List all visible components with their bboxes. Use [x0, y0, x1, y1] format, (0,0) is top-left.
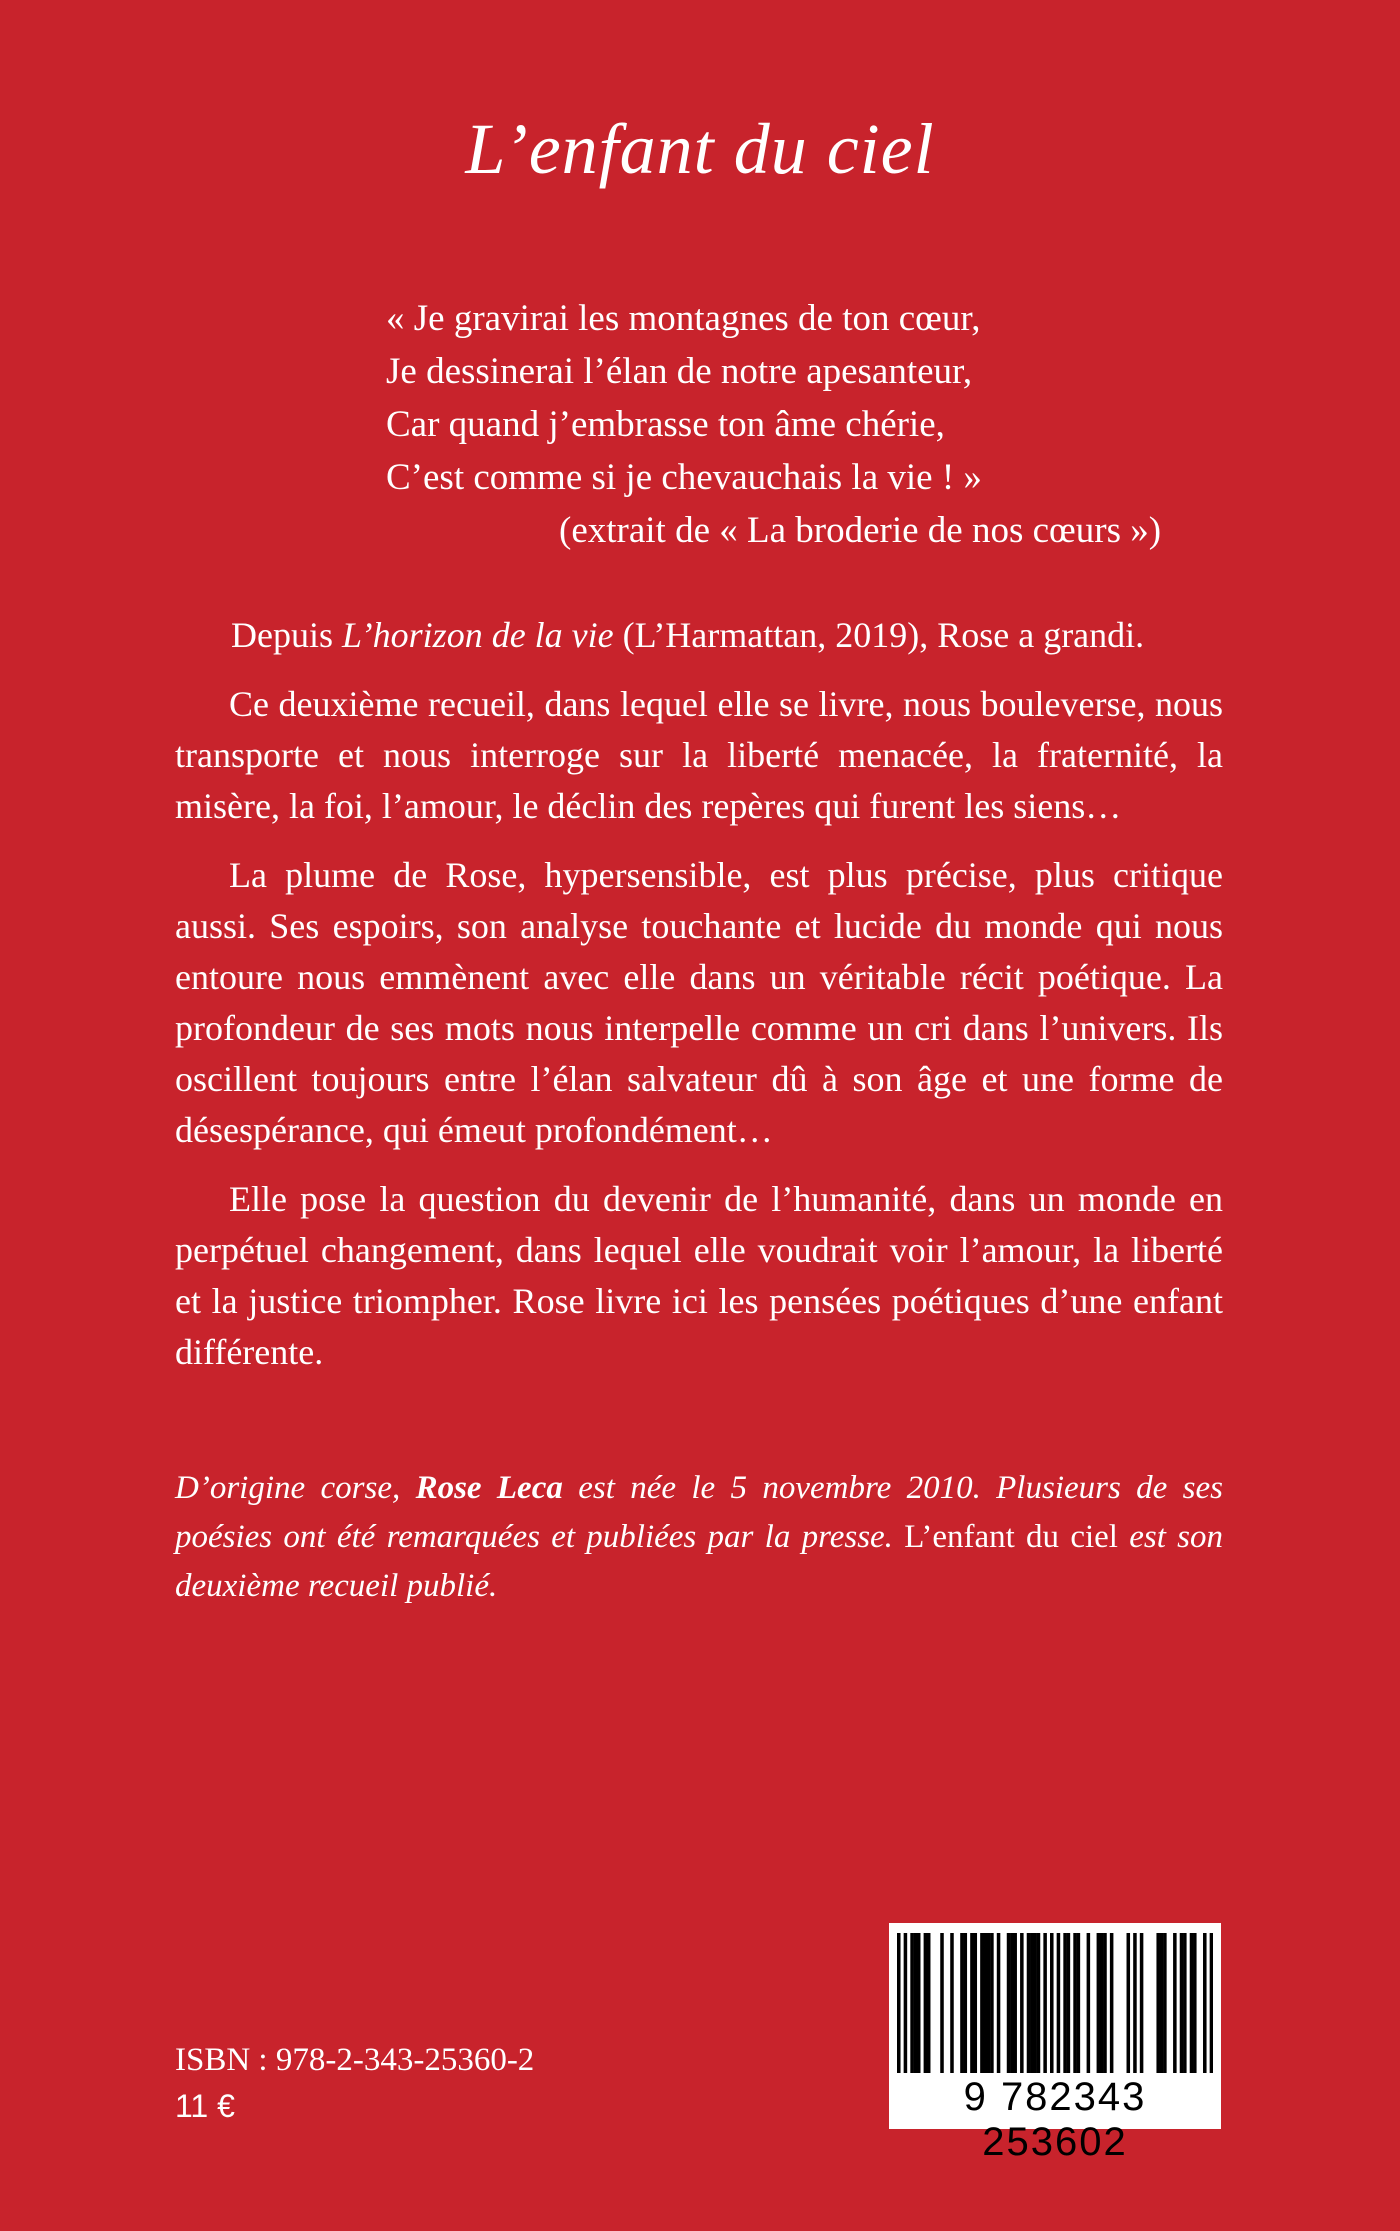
price: 11 €: [175, 2088, 235, 2124]
barcode-bar: [917, 1933, 921, 2073]
blurb-text: Depuis: [231, 615, 342, 655]
barcode: [889, 1923, 1221, 2164]
barcode-bar: [974, 1933, 978, 2073]
barcode-bar: [1077, 1933, 1081, 2073]
author-name: Rose Leca: [415, 1470, 563, 1506]
blurb-paragraph-2: Ce deuxième recueil, dans lequel elle se livre, nous bouleverse, nous transporte et nous interroge sur la liberté menacée, la fraternité, la misère, la foi, l’amour, le déclin des repères qui furent les siens…: [175, 684, 1223, 826]
blurb-paragraph-4: Elle pose la question du devenir de l’humanité, dans un monde en perpétuel changement, dans lequel elle voudrait voir l’amour, la liberté et la justice triompher. Rose livre ici les pensées poétiques d’une enfant différente.: [175, 1179, 1223, 1372]
barcode-bar: [1010, 1933, 1014, 2073]
bio-text: est son deuxième recueil publié.: [175, 1519, 1224, 1604]
barcode-bar: [1057, 1933, 1061, 2073]
poem-line: Car quand j’embrasse ton âme chérie,: [386, 404, 945, 445]
barcode-bar: [1173, 1933, 1177, 2073]
barcode-bar: [950, 1933, 954, 2073]
barcode-bar: [990, 1933, 994, 2073]
barcode-bar: [964, 1933, 968, 2073]
barcode-bar: [1133, 1933, 1137, 2073]
barcode-bar: [1087, 1933, 1091, 2073]
blurb: [175, 610, 1223, 1396]
barcode-bar: [904, 1933, 908, 2073]
barcode-bar: [1156, 1933, 1160, 2073]
barcode-bars: [897, 1933, 1213, 2078]
barcode-bar: [1100, 1933, 1104, 2073]
barcode-bar: [1007, 1933, 1011, 2073]
barcode-bar: [1103, 1933, 1107, 2073]
barcode-bar: [1037, 1933, 1041, 2073]
blurb-paragraph-1: [175, 610, 1223, 661]
barcode-bar: [1050, 1933, 1054, 2073]
poem-line: « Je gravirai les montagnes de ton cœur,: [386, 298, 981, 339]
barcode-bar: [940, 1933, 944, 2073]
isbn: ISBN : 978-2-343-25360-2: [175, 2042, 535, 2078]
barcode-bar: [1210, 1933, 1213, 2073]
barcode-bar: [1140, 1933, 1144, 2073]
barcode-bar: [1097, 1933, 1101, 2073]
barcode-bar: [1190, 1933, 1194, 2073]
barcode-bar: [1027, 1933, 1031, 2073]
bio-text: D’origine corse,: [175, 1470, 416, 1506]
barcode-bar: [924, 1933, 928, 2073]
barcode-bar: [1033, 1933, 1037, 2073]
author-bio: [175, 1464, 1223, 1611]
barcode-bar: [1110, 1933, 1114, 2073]
poem-source: (extrait de « La broderie de nos cœurs »): [559, 510, 1162, 551]
poem-excerpt: [386, 292, 1161, 557]
barcode-bar: [970, 1933, 974, 2073]
barcode-bar: [927, 1933, 931, 2073]
barcode-bar: [1203, 1933, 1207, 2073]
barcode-bar: [1067, 1933, 1071, 2073]
barcode-bar: [914, 1933, 918, 2073]
barcode-bar: [980, 1933, 984, 2073]
poem-line: Je dessinerai l’élan de notre apesanteur,: [386, 351, 973, 392]
barcode-bar: [960, 1933, 964, 2073]
barcode-bar: [897, 1933, 901, 2073]
barcode-bar: [1073, 1933, 1077, 2073]
barcode-bar: [1013, 1933, 1017, 2073]
bio-book-title: L’enfant du ciel: [904, 1519, 1118, 1555]
barcode-bar: [997, 1933, 1001, 2073]
poem-line: C’est comme si je chevauchais la vie ! »: [386, 457, 982, 498]
barcode-bar: [987, 1933, 991, 2073]
barcode-bar: [1043, 1933, 1047, 2073]
bio-text: est née le 5 novembre 2010. Plusieurs de ses poésies ont été remarquées et publiées par la presse.: [175, 1470, 1223, 1555]
barcode-bar: [910, 1933, 914, 2073]
blurb-paragraph-3: La plume de Rose, hypersensible, est plus précise, plus critique aussi. Ses espoirs, son analyse touchante et lucide du monde qui nous entoure nous emmènent avec elle dans un véritable récit poétique. La profondeur de ses mots nous interpelle comme un cri dans l’univers. Ils oscillent toujours entre l’élan salvateur dû à son âge et une forme de désespérance, qui émeut profondément…: [175, 855, 1223, 1150]
barcode-bar: [1163, 1933, 1167, 2073]
barcode-bar: [1183, 1933, 1187, 2073]
barcode-bar: [1030, 1933, 1034, 2073]
barcode-digits: 9 782343 253602: [963, 2075, 1147, 2164]
previous-book-title: L’horizon de la vie: [342, 615, 614, 655]
barcode-bar: [1127, 1933, 1131, 2073]
barcode-bar: [1063, 1933, 1067, 2073]
barcode-bar: [1193, 1933, 1197, 2073]
barcode-bar: [1160, 1933, 1164, 2073]
barcode-bar: [1180, 1933, 1184, 2073]
book-title: L’enfant du ciel: [465, 109, 935, 189]
barcode-bar: [1020, 1933, 1024, 2073]
barcode-bar: [983, 1933, 987, 2073]
blurb-text: (L’Harmattan, 2019), Rose a grandi.: [613, 615, 1145, 655]
